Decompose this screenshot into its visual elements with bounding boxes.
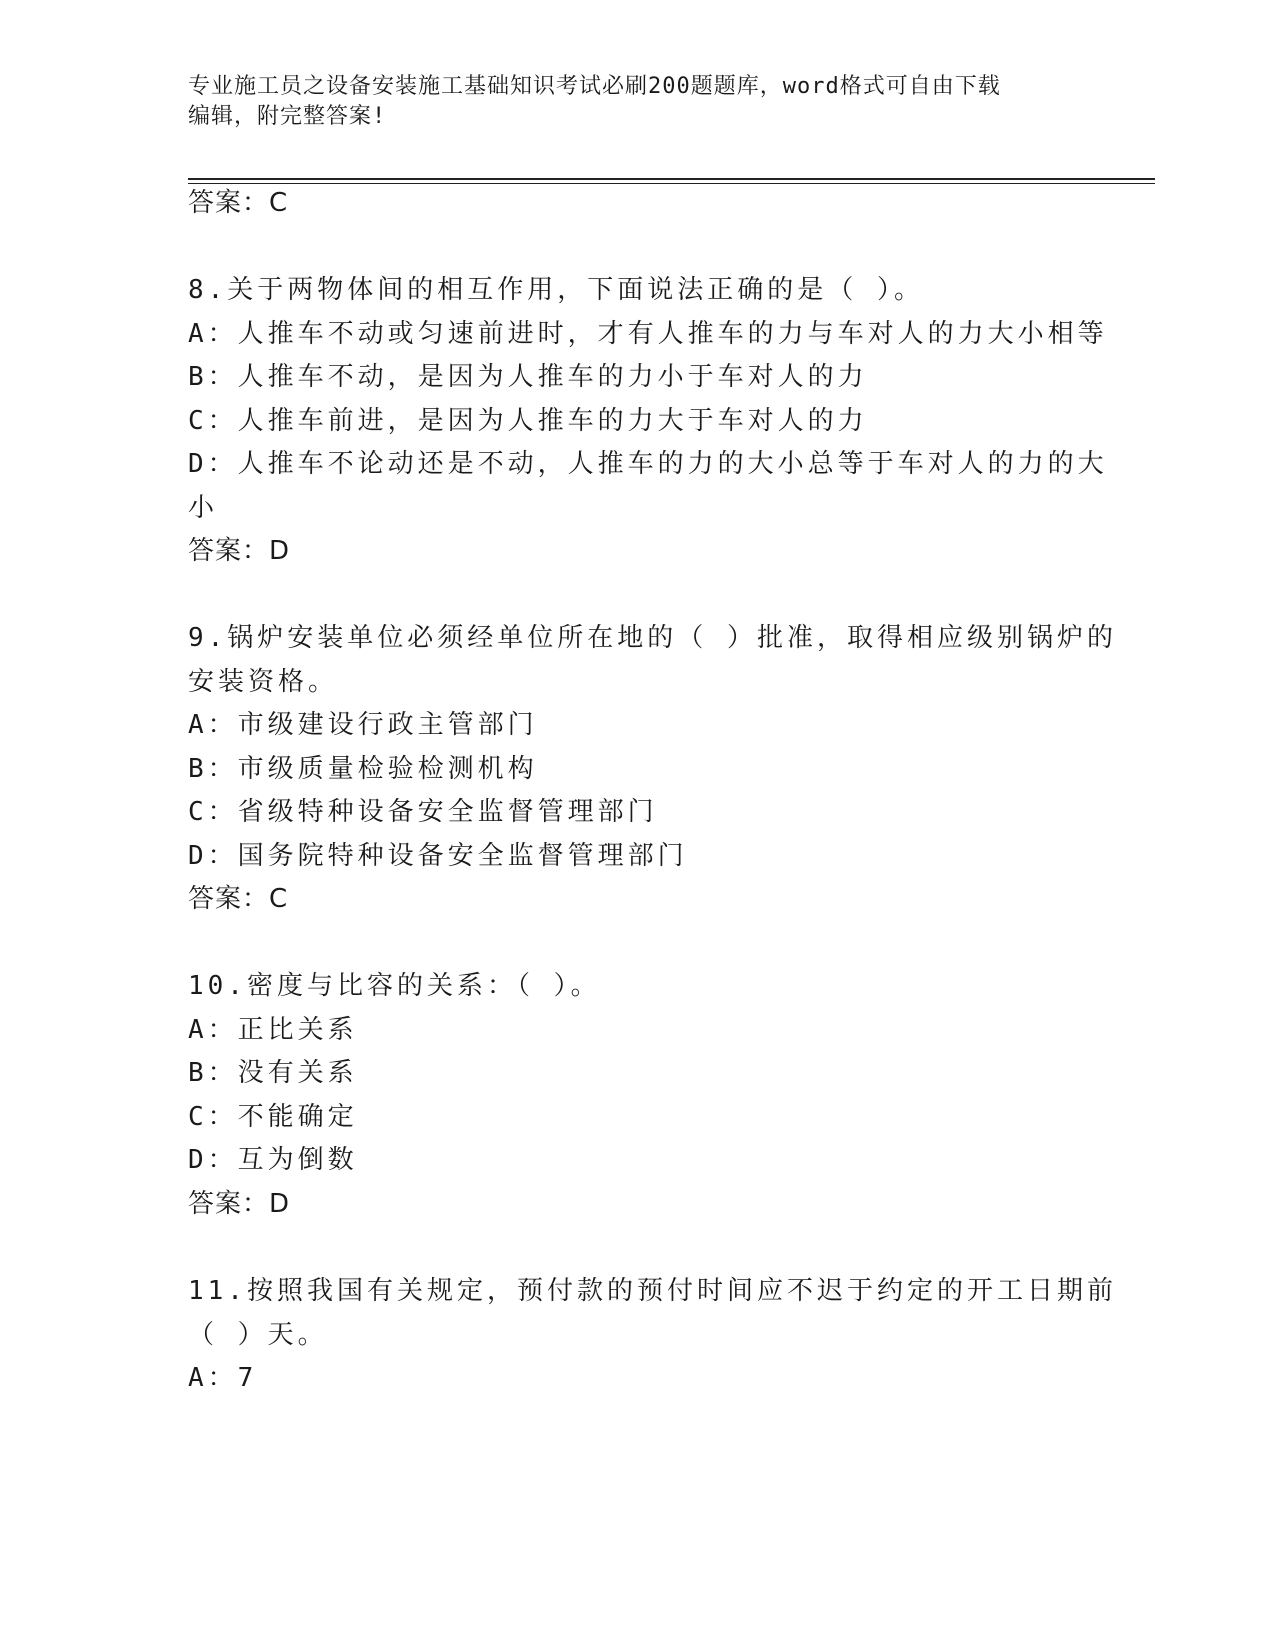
question-10-option-a: A：正比关系 — [188, 1015, 358, 1045]
question-8-option-c: C：人推车前进，是因为人推车的力大于车对人的力 — [188, 406, 868, 436]
question-11-stem: 11.按照我国有关规定，预付款的预付时间应不迟于约定的开工日期前 — [188, 1276, 1117, 1306]
previous-question-answer: 答案：C — [188, 188, 289, 218]
question-9-option-a: A：市级建设行政主管部门 — [188, 710, 538, 740]
header-divider-thin — [188, 183, 1155, 184]
question-10-option-b: B：没有关系 — [188, 1058, 358, 1088]
question-9-stem: 9.锅炉安装单位必须经单位所在地的（ ）批准，取得相应级别锅炉的 — [188, 623, 1117, 653]
question-8-option-d: D：人推车不论动还是不动，人推车的力的大小总等于车对人的力的大 — [188, 449, 1108, 479]
question-9-option-c: C：省级特种设备安全监督管理部门 — [188, 797, 658, 827]
header-title-line-1: 专业施工员之设备安装施工基础知识考试必刷200题题库，word格式可自由下载 — [188, 74, 1001, 99]
question-10-answer: 答案：D — [188, 1189, 291, 1219]
question-9-answer: 答案：C — [188, 884, 289, 914]
question-8-stem: 8.关于两物体间的相互作用，下面说法正确的是（ ）。 — [188, 275, 924, 305]
question-8-option-d-continued: 小 — [188, 493, 219, 523]
question-8-option-b: B：人推车不动，是因为人推车的力小于车对人的力 — [188, 362, 868, 392]
question-11-option-a: A：7 — [188, 1363, 258, 1393]
question-8-option-a: A：人推车不动或匀速前进时，才有人推车的力与车对人的力大小相等 — [188, 319, 1108, 349]
question-10-stem: 10.密度与比容的关系：（ ）。 — [188, 971, 601, 1001]
question-10-option-c: C：不能确定 — [188, 1102, 358, 1132]
question-10-option-d: D：互为倒数 — [188, 1145, 358, 1175]
header-title-line-2: 编辑，附完整答案! — [188, 104, 387, 129]
question-9-option-b: B：市级质量检验检测机构 — [188, 754, 538, 784]
document-header — [188, 72, 1068, 132]
question-9-option-d: D：国务院特种设备安全监督管理部门 — [188, 841, 688, 871]
question-8-answer: 答案：D — [188, 536, 291, 566]
question-11-stem-continued: （ ）天。 — [188, 1320, 328, 1350]
header-divider-thick — [188, 178, 1155, 180]
question-9-stem-continued: 安装资格。 — [188, 667, 339, 697]
